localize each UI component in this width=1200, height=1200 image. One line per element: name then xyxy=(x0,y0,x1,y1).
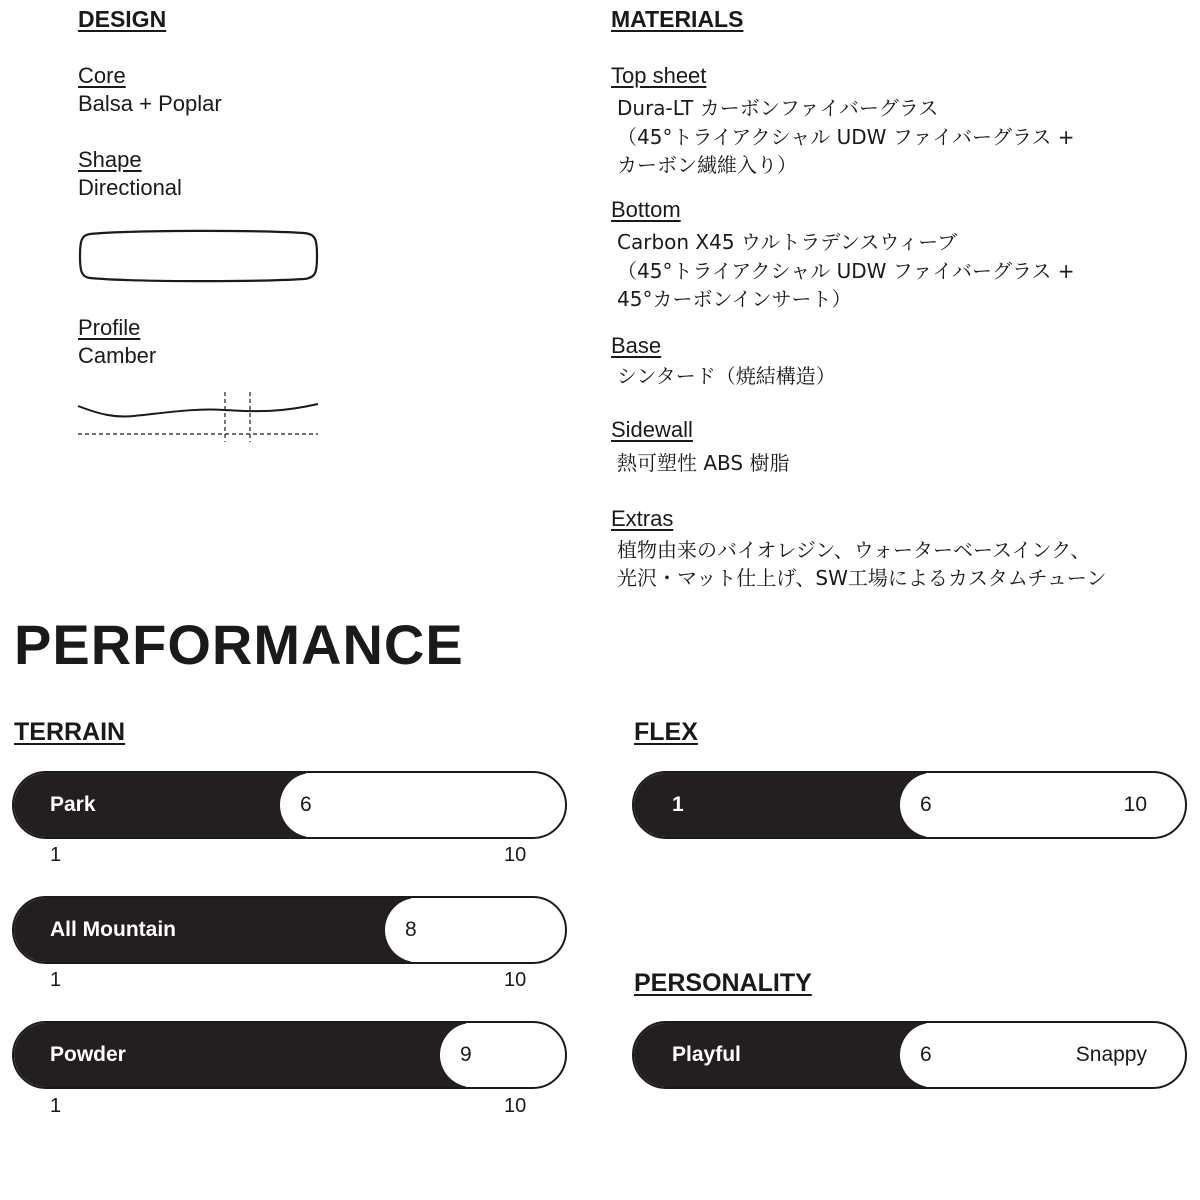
top-sheet-line-2: （45°トライアクシャル UDW ファイバーグラス + xyxy=(617,125,1075,149)
bottom-line-2: （45°トライアクシャル UDW ファイバーグラス + xyxy=(617,259,1075,283)
bottom-label: Bottom xyxy=(611,197,681,222)
design-heading: DESIGN xyxy=(78,6,167,32)
extras-line-1: 植物由来のバイオレジン、ウォーターベースインク、 xyxy=(617,538,1091,562)
top-sheet-line-3: カーボン繊維入り） xyxy=(617,153,797,177)
profile-label: Profile xyxy=(78,315,141,340)
personality-bar-cap xyxy=(900,1023,964,1087)
terrain-bar-cap xyxy=(280,773,344,837)
terrain-scale-max: 10 xyxy=(504,969,527,991)
flex-heading: FLEX xyxy=(634,718,698,746)
terrain-scale-max: 10 xyxy=(504,1095,527,1117)
shape-value: Directional xyxy=(78,175,182,200)
bottom-line-3: 45°カーボンインサート） xyxy=(617,287,852,311)
terrain-bar-value: 6 xyxy=(300,793,312,816)
terrain-scale-max: 10 xyxy=(504,844,527,866)
terrain-bar-powder xyxy=(12,1021,567,1089)
core-label: Core xyxy=(78,63,126,88)
personality-bar-value: 6 xyxy=(920,1043,932,1066)
profile-value: Camber xyxy=(78,343,157,368)
terrain-bar-cap xyxy=(385,898,449,962)
terrain-bar-all-mountain xyxy=(12,896,567,964)
terrain-bar-value: 9 xyxy=(460,1043,472,1066)
personality-bar xyxy=(632,1021,1187,1089)
performance-title: PERFORMANCE xyxy=(14,613,464,676)
flex-max-label: 10 xyxy=(1123,793,1147,816)
bottom-line-1: Carbon X45 ウルトラデンスウィーブ xyxy=(617,230,958,254)
core-value: Balsa + Poplar xyxy=(78,91,222,116)
extras-line-2: 光沢・マット仕上げ、SW工場によるカスタムチューン xyxy=(617,566,1107,590)
materials-heading: MATERIALS xyxy=(611,6,744,32)
top-sheet-line-1: Dura-LT カーボンファイバーグラス xyxy=(617,96,939,120)
terrain-bar-value: 8 xyxy=(405,918,417,941)
sidewall-label: Sidewall xyxy=(611,417,693,442)
flex-bar-value: 6 xyxy=(920,793,932,816)
personality-min-label: Playful xyxy=(672,1043,741,1066)
terrain-bar-label: All Mountain xyxy=(50,918,176,941)
flex-bar-cap xyxy=(900,773,964,837)
base-value: シンタード（焼結構造） xyxy=(617,364,836,388)
extras-label: Extras xyxy=(611,506,674,531)
terrain-bar-label: Powder xyxy=(50,1043,126,1066)
terrain-scale-min: 1 xyxy=(50,1095,62,1117)
sidewall-value: 熱可塑性 ABS 樹脂 xyxy=(617,451,790,475)
shape-label: Shape xyxy=(78,147,142,172)
terrain-scale-min: 1 xyxy=(50,844,62,866)
flex-min-label: 1 xyxy=(672,793,684,816)
base-label: Base xyxy=(611,333,662,358)
top-sheet-label: Top sheet xyxy=(611,63,707,88)
terrain-heading: TERRAIN xyxy=(14,718,126,746)
camber-profile-icon xyxy=(74,386,326,446)
flex-bar xyxy=(632,771,1187,839)
personality-max-label: Snappy xyxy=(1075,1043,1147,1066)
board-shape-icon xyxy=(74,226,326,286)
terrain-bar-label: Park xyxy=(50,793,96,816)
personality-heading: PERSONALITY xyxy=(634,969,812,997)
terrain-bar-cap xyxy=(440,1023,504,1087)
terrain-scale-min: 1 xyxy=(50,969,62,991)
terrain-bar-park xyxy=(12,771,567,839)
